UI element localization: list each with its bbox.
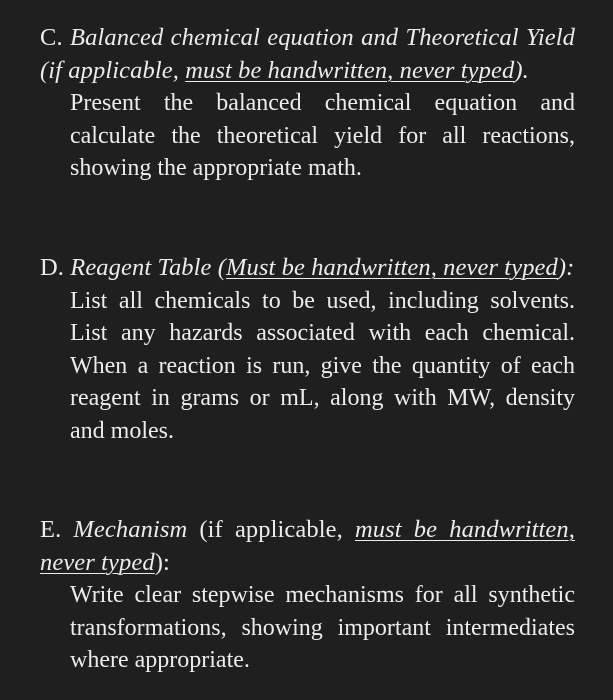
section-e-letter: E. <box>40 516 62 543</box>
section-c-heading <box>40 22 575 87</box>
section-e-handwritten-note: must be handwritten, never typed <box>40 516 575 576</box>
section-c-body: Present the balanced chemical equation and calculate the theoretical yield for all reactions, showing the appropriate math. <box>70 90 575 181</box>
section-d-paren: ( <box>217 254 227 281</box>
section-e-heading <box>40 514 575 579</box>
section-e-paren: (if applicable, <box>199 516 343 543</box>
section-d-heading <box>40 252 575 285</box>
section-d-body: List all chemicals to be used, including solvents. List any hazards associated with each chemical. When a reaction is run, give the quantity of each reagent in grams or mL, along with MW, density and moles. <box>70 287 575 444</box>
section-e-title: Mechanism <box>73 516 188 543</box>
section-c <box>40 22 575 185</box>
section-d-close: ): <box>557 254 575 281</box>
section-c-handwritten-note: must be handwritten, never typed <box>185 56 515 84</box>
section-e <box>40 514 575 677</box>
section-d <box>40 252 575 447</box>
section-c-close: ). <box>514 56 529 84</box>
section-c-title: Balanced chemical equation and Theoretical Yield <box>70 24 576 51</box>
section-e-close: ): <box>154 548 170 576</box>
section-c-paren: (if applicable, <box>40 56 179 84</box>
section-d-letter: D. <box>40 254 65 281</box>
section-d-handwritten-note: Must be handwritten, never typed <box>226 254 558 281</box>
section-c-letter: C. <box>40 24 63 51</box>
section-e-body: Write clear stepwise mechanisms for all synthetic transformations, showing important intermediates where appropriate. <box>70 582 575 673</box>
section-d-title: Reagent Table <box>70 254 212 281</box>
